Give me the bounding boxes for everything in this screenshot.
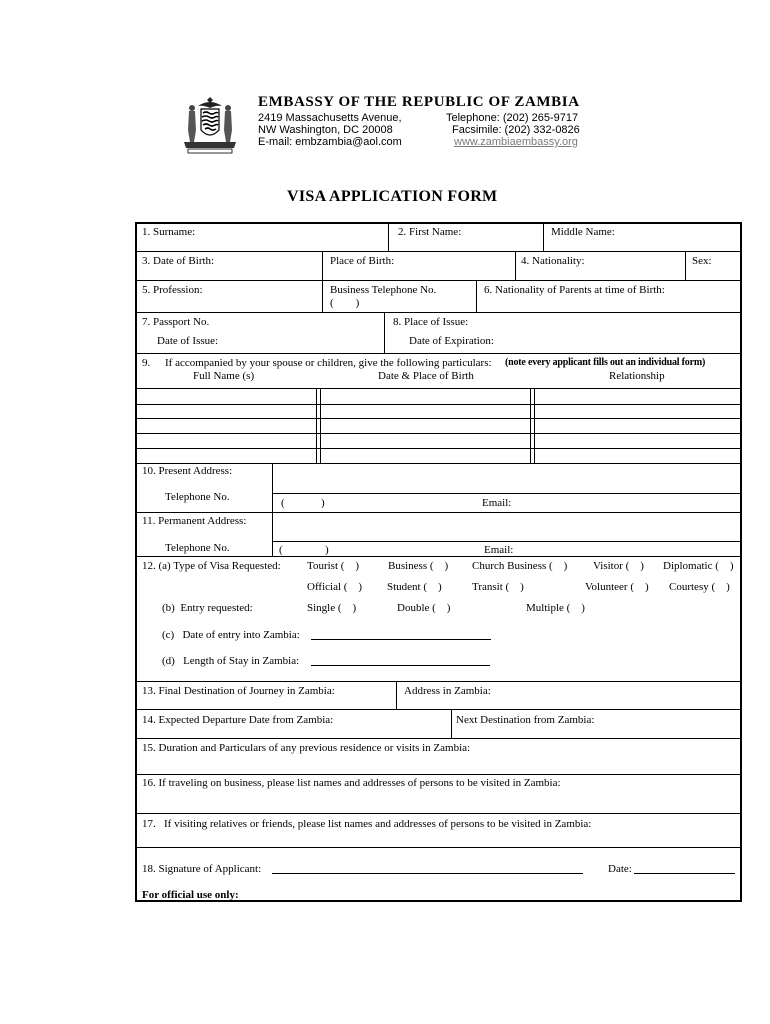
embassy-website-link[interactable]: www.zambiaembassy.org [454,136,578,148]
business-contacts-field[interactable]: 16. If traveling on business, please list names and addresses of persons to be visited in Zambia: [142,777,561,789]
row-divider [135,774,742,775]
embassy-address-line-1: 2419 Massachusetts Avenue, [258,112,402,124]
business-telephone-field[interactable]: Business Telephone No. [330,284,437,296]
cell-divider [272,463,273,556]
row-divider [135,463,742,464]
signature-input-line[interactable] [272,873,583,874]
date-of-entry-input-line[interactable] [311,639,491,640]
visa-official-option[interactable]: Official ( ) [307,581,363,593]
visa-courtesy-option[interactable]: Courtesy ( ) [669,581,730,593]
present-address-field[interactable]: 10. Present Address: [142,465,233,477]
place-of-issue-field[interactable]: 8. Place of Issue: [393,316,469,328]
row-divider [135,813,742,814]
column-header-relationship: Relationship [609,370,665,382]
row-divider [135,847,742,848]
surname-field[interactable]: 1. Surname: [142,226,196,238]
visa-tourist-option[interactable]: Tourist ( ) [307,560,360,572]
table-rule [135,448,742,449]
visa-church-business-option[interactable]: Church Business ( ) [472,560,568,572]
cell-divider [451,709,452,738]
permanent-telephone-paren-open[interactable]: ( [279,544,283,556]
row-divider [135,353,742,354]
form-title: VISA APPLICATION FORM [287,188,498,205]
profession-field[interactable]: 5. Profession: [142,284,203,296]
embassy-telephone: Telephone: (202) 265-9717 [446,112,579,124]
cell-divider [316,388,317,463]
date-label: Date: [608,863,632,875]
passport-date-of-issue-field[interactable]: Date of Issue: [157,335,219,347]
parents-nationality-field[interactable]: 6. Nationality of Parents at time of Birth: [484,284,665,296]
date-of-expiration-field[interactable]: Date of Expiration: [409,335,494,347]
next-destination-field[interactable]: Next Destination from Zambia: [456,714,595,726]
table-rule [135,433,742,434]
cell-divider [476,280,477,312]
embassy-address-line-2: NW Washington, DC 20008 [258,124,393,136]
cell-divider [384,312,385,353]
q9-instruction: If accompanied by your spouse or children, give the following particulars: [165,357,492,369]
table-rule [135,418,742,419]
entry-single-option[interactable]: Single ( ) [307,602,357,614]
sex-field[interactable]: Sex: [692,255,712,267]
column-header-date-place-of-birth: Date & Place of Birth [378,370,474,382]
entry-requested-label: (b) Entry requested: [162,602,253,614]
business-telephone-area-code[interactable]: ( ) [330,297,360,309]
address-in-zambia-field[interactable]: Address in Zambia: [404,685,491,697]
row-divider [135,312,742,313]
date-input-line[interactable] [634,873,735,874]
embassy-email: E-mail: embzambia@aol.com [258,136,402,148]
visa-visitor-option[interactable]: Visitor ( ) [593,560,644,572]
cell-divider [388,222,389,251]
q9-note: (note every applicant fills out an individual form) [505,357,706,368]
row-divider [135,556,742,557]
cell-divider [534,388,535,463]
row-divider [272,493,742,494]
cell-divider [685,251,686,280]
coat-of-arms-icon [180,96,240,154]
row-divider [135,681,742,682]
visa-diplomatic-option[interactable]: Diplomatic ( ) [663,560,734,572]
official-use-label: For official use only: [142,889,239,901]
date-of-birth-field[interactable]: 3. Date of Birth: [142,255,215,267]
final-destination-field[interactable]: 13. Final Destination of Journey in Zambia: [142,685,335,697]
cell-divider [530,388,531,463]
cell-divider [515,251,516,280]
row-divider [135,709,742,710]
middle-name-field[interactable]: Middle Name: [551,226,615,238]
relatives-contacts-field[interactable]: 17. If visiting relatives or friends, please list names and addresses of persons to be visited in Zambia: [142,818,592,830]
visa-volunteer-option[interactable]: Volunteer ( ) [585,581,649,593]
nationality-field[interactable]: 4. Nationality: [521,255,585,267]
visa-business-option[interactable]: Business ( ) [388,560,449,572]
place-of-birth-field[interactable]: Place of Birth: [330,255,395,267]
length-of-stay-input-line[interactable] [311,665,490,666]
cell-divider [543,222,544,251]
previous-residence-field[interactable]: 15. Duration and Particulars of any previous residence or visits in Zambia: [142,742,471,754]
cell-divider [322,251,323,312]
q9-number: 9. [142,357,151,369]
visa-type-label: 12. (a) Type of Visa Requested: [142,560,281,572]
present-telephone-paren-close[interactable]: ) [321,497,325,509]
visa-transit-option[interactable]: Transit ( ) [472,581,524,593]
permanent-address-field[interactable]: 11. Permanent Address: [142,515,247,527]
row-divider [135,251,742,252]
entry-multiple-option[interactable]: Multiple ( ) [526,602,585,614]
departure-date-field[interactable]: 14. Expected Departure Date from Zambia: [142,714,334,726]
entry-double-option[interactable]: Double ( ) [397,602,451,614]
row-divider [272,541,742,542]
signature-label: 18. Signature of Applicant: [142,863,262,875]
first-name-field[interactable]: 2. First Name: [398,226,462,238]
length-of-stay-label: (d) Length of Stay in Zambia: [162,655,300,667]
passport-number-field[interactable]: 7. Passport No. [142,316,210,328]
row-divider [135,280,742,281]
permanent-telephone-label: Telephone No. [165,542,230,554]
date-of-entry-label: (c) Date of entry into Zambia: [162,629,300,641]
cell-divider [396,681,397,709]
present-telephone-label: Telephone No. [165,491,230,503]
row-divider [135,738,742,739]
present-telephone-paren-open[interactable]: ( [281,497,285,509]
column-header-full-name: Full Name (s) [193,370,255,382]
embassy-title: EMBASSY OF THE REPUBLIC OF ZAMBIA [258,94,580,110]
table-rule [135,404,742,405]
present-email-field[interactable]: Email: [482,497,512,509]
permanent-email-field[interactable]: Email: [484,544,514,556]
table-rule [135,388,742,389]
embassy-facsimile: Facsimile: (202) 332-0826 [452,124,580,136]
visa-student-option[interactable]: Student ( ) [387,581,442,593]
cell-divider [320,388,321,463]
row-divider [135,512,742,513]
permanent-telephone-paren-close[interactable]: ) [325,544,329,556]
